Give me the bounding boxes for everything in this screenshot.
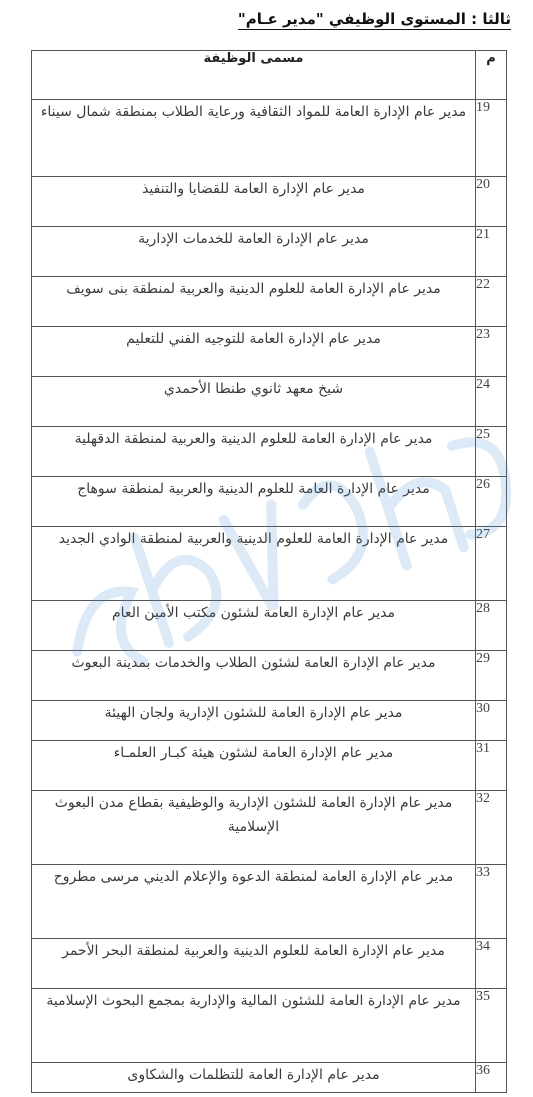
row-title: مدير عام الإدارة العامة لشئون مكتب الأمين العام [32, 601, 476, 651]
table-row [32, 100, 507, 177]
row-number: 35 [476, 989, 507, 1063]
row-number: 28 [476, 601, 507, 651]
row-number: 32 [476, 791, 507, 865]
section-heading: ثالثا : المستوى الوظيفي "مدير عـام" [237, 10, 511, 28]
row-number: 29 [476, 651, 507, 701]
table-row [32, 791, 507, 865]
row-number: 19 [476, 100, 507, 177]
table-row [32, 1063, 507, 1093]
table-header-row [32, 51, 507, 100]
row-title: مدير عام الإدارة العامة لشئون الطلاب والخدمات بمدينة البعوث [32, 651, 476, 701]
row-number: 36 [476, 1063, 507, 1093]
row-title: مدير عام الإدارة العامة للعلوم الدينية والعربية لمنطقة الدقهلية [32, 427, 476, 477]
row-title: مدير عام الإدارة العامة للعلوم الدينية والعربية لمنطقة الوادي الجديد [32, 527, 476, 601]
table-row [32, 865, 507, 939]
table-row [32, 939, 507, 989]
row-number: 33 [476, 865, 507, 939]
row-title: مدير عام الإدارة العامة للعلوم الدينية والعربية لمنطقة البحر الأحمر [32, 939, 476, 989]
row-number: 31 [476, 741, 507, 791]
row-title: مدير عام الإدارة العامة للمواد الثقافية ورعاية الطلاب بمنطقة شمال سيناء [32, 100, 476, 177]
row-title: مدير عام الإدارة العامة للتظلمات والشكاوى [32, 1063, 476, 1093]
row-number: 23 [476, 327, 507, 377]
table-row [32, 601, 507, 651]
table-row [32, 327, 507, 377]
table-row [32, 377, 507, 427]
row-title: مدير عام الإدارة العامة للشئون الإدارية والوظيفية بقطاع مدن البعوث الإسلامية [32, 791, 476, 865]
row-title: مدير عام الإدارة العامة للتوجيه الفني للتعليم [32, 327, 476, 377]
row-number: 30 [476, 701, 507, 741]
table-row [32, 227, 507, 277]
row-title: مدير عام الإدارة العامة للعلوم الدينية والعربية لمنطقة سوهاج [32, 477, 476, 527]
table-row [32, 741, 507, 791]
row-number: 34 [476, 939, 507, 989]
row-title: مدير عام الإدارة العامة للشئون المالية والإدارية بمجمع البحوث الإسلامية [32, 989, 476, 1063]
table-row [32, 989, 507, 1063]
row-number: 26 [476, 477, 507, 527]
table-row [32, 651, 507, 701]
table-row [32, 701, 507, 741]
table-row [32, 177, 507, 227]
row-number: 25 [476, 427, 507, 477]
jobs-table [31, 50, 507, 1093]
row-number: 27 [476, 527, 507, 601]
table-row [32, 277, 507, 327]
header-title: مسمى الوظيفة [32, 51, 476, 100]
row-title: مدير عام الإدارة العامة لمنطقة الدعوة والإعلام الديني مرسى مطروح [32, 865, 476, 939]
row-number: 21 [476, 227, 507, 277]
row-title: مدير عام الإدارة العامة لشئون هيئة كبـار العلمـاء [32, 741, 476, 791]
row-title: مدير عام الإدارة العامة للشئون الإدارية ولجان الهيئة [32, 701, 476, 741]
header-number: م [476, 51, 507, 100]
row-title: مدير عام الإدارة العامة للعلوم الدينية والعربية لمنطقة بنى سويف [32, 277, 476, 327]
row-title: مدير عام الإدارة العامة للخدمات الإدارية [32, 227, 476, 277]
row-number: 20 [476, 177, 507, 227]
table-row [32, 527, 507, 601]
table-row [32, 477, 507, 527]
row-number: 24 [476, 377, 507, 427]
row-title: شيخ معهد ثانوي طنطا الأحمدي [32, 377, 476, 427]
table-row [32, 427, 507, 477]
row-title: مدير عام الإدارة العامة للقضايا والتنفيذ [32, 177, 476, 227]
row-number: 22 [476, 277, 507, 327]
